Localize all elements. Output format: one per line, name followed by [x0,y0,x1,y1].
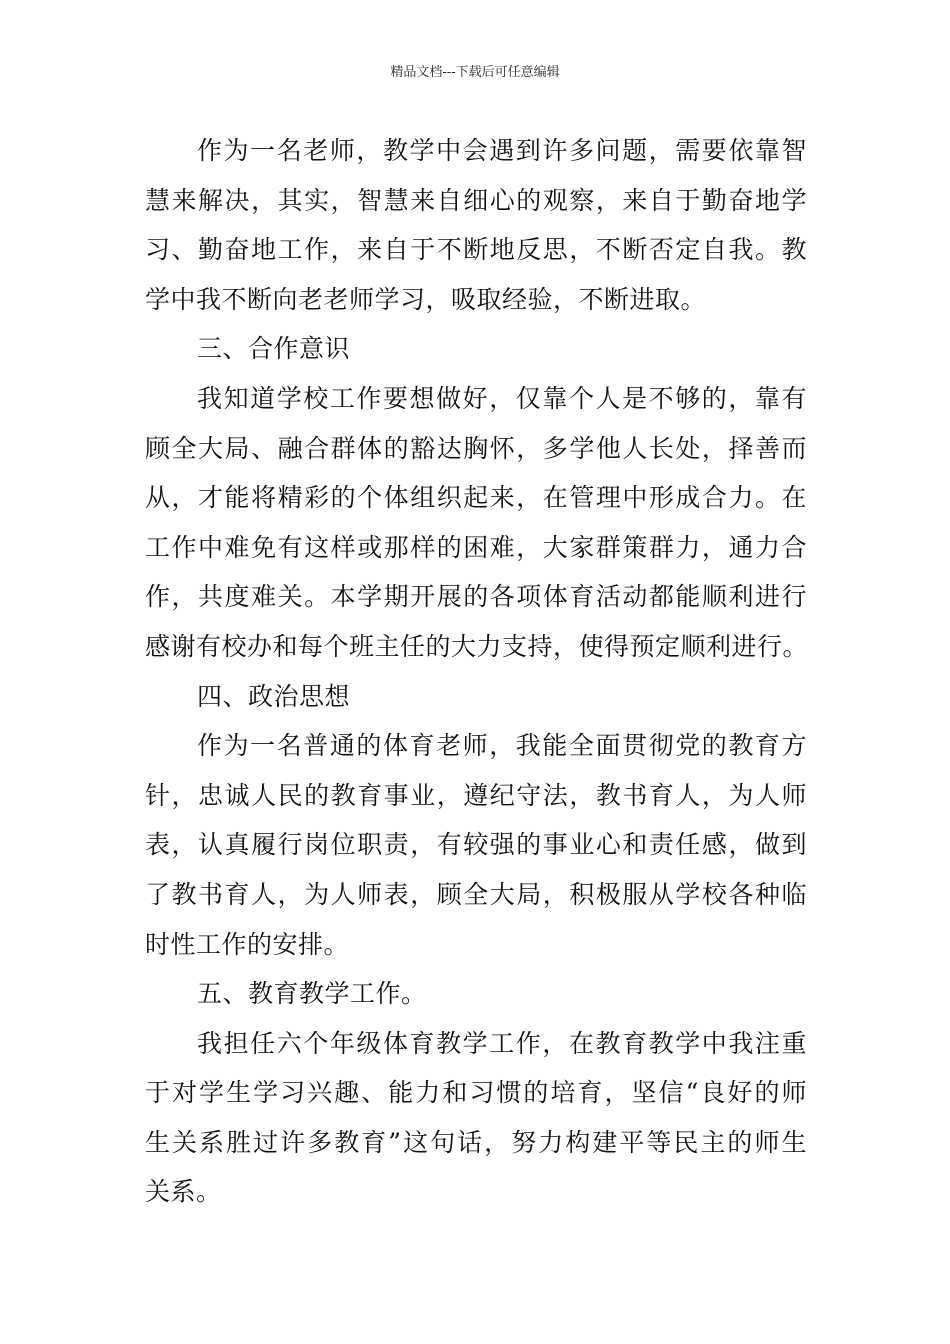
text-line: 了教书育人，为人师表，顾全大局，积极服从学校各种临 [145,879,807,909]
text-line: 针，忠诚人民的教育事业，遵纪守法，教书育人，为人师 [145,780,807,810]
page-header: 精品文档---下载后可任意编辑 [390,65,560,80]
text-line: 关系。 [145,1177,222,1207]
text-line: 于对学生学习兴趣、能力和习惯的培育，坚信“良好的师 [145,1078,807,1108]
text-line: 作为一名老师，教学中会遇到许多问题，需要依靠智 [197,136,807,165]
text-line: 慧来解决，其实，智慧来自细心的观察，来自于勤奋地学 [145,185,807,215]
text-line: 习、勤奋地工作，来自于不断地反思，不断否定自我。教 [145,235,807,265]
text-line: 作为一名普通的体育老师，我能全面贯彻党的教育方 [197,731,807,761]
text-line: 时性工作的安排。 [145,929,350,959]
text-line: 生关系胜过许多教育”这句话，努力构建平等民主的师生 [145,1127,807,1157]
text-line: 从，才能将精彩的个体组织起来，在管理中形成合力。在 [145,483,807,513]
text-line: 三、合作意识 [197,334,351,364]
text-line: 我知道学校工作要想做好，仅靠个人是不够的，靠有 [197,383,807,413]
text-line: 顾全大局、融合群体的豁达胸怀，多学他人长处，择善而 [145,433,807,463]
text-line: 五、教育教学工作。 [197,979,427,1009]
document-body [145,126,807,1217]
text-line: 作，共度难关。本学期开展的各项体育活动都能顺利进行 [145,582,807,612]
text-line: 学中我不断向老老师学习，吸取经验，不断进取。 [145,284,707,314]
text-line: 工作中难免有这样或那样的困难，大家群策群力，通力合 [145,532,807,562]
text-line: 四、政治思想 [197,681,351,711]
text-line: 感谢有校办和每个班主任的大力支持，使得预定顺利进行。 [145,631,809,661]
text-line: 表，认真履行岗位职责，有较强的事业心和责任感，做到 [145,830,807,860]
text-line: 我担任六个年级体育教学工作，在教育教学中我注重 [197,1028,807,1058]
